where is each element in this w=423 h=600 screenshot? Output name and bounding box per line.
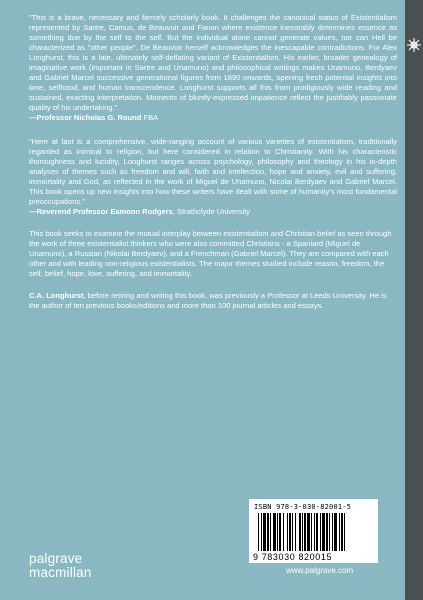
spine-strip <box>405 0 423 600</box>
book-description: This book seeks to examine the mutual interplay between existentialism and Christian belief as seen through the work of three existentialist thinkers who were also committed Christians - a Spaniard (Miguel de Unamuno), a Russian (Nikolai Berdyaev), and a Frenchman (Gabriel Marcel). They are compared with each other and with leading non-religious existentialists. The major themes studied include reason, freedom, the self, belief, hope, love, suffering, and immortality. <box>29 228 392 279</box>
barcode-bar <box>304 513 306 551</box>
barcode-bar <box>283 513 284 551</box>
barcode-bar <box>261 513 262 551</box>
palgrave-star-logo <box>406 37 422 53</box>
barcode-bar <box>316 513 318 551</box>
barcode-bar <box>295 513 296 551</box>
barcode-bar <box>307 513 310 551</box>
author-bio <box>29 291 397 311</box>
barcode-bar <box>334 513 337 551</box>
barcode-bar <box>279 513 281 551</box>
isbn-label: ISBN 978-3-030-82001-5 <box>254 503 352 511</box>
blurb-rodgers: "Here at last is a comprehensive, wide-ranging account of various varieties of existentialism, traditionally regarded as inimical to religion, but here considered in relation to Christianity. With his characteristic thoroughness and lucidity, Longhurst ranges across psychology, philosophy and theology in his in-depth analyses of themes such as freedom and will, faith and intellection, hope and anxiety, evil and suffering, immortality and God, as reflected in the work of Miguel de Unamuno, Nicolai Berdyaev and Gabriel Marcel. This book opens up new insights into how these writers have dealt with some of humanity's most fundamental preoccupations." <box>29 136 397 206</box>
barcode-bar <box>258 513 259 551</box>
publisher-name-line1: palgrave <box>29 551 83 566</box>
barcode-bar <box>332 513 333 551</box>
attribution-name: —Reverend Professor Eamonn Rodgers <box>29 206 173 216</box>
blurb-round: "This is a brave, necessary and fiercely scholarly book. It challenges the canonical status of Existentialism represented by Sartre, Camus, de Beauvoir and Fanon where existence inexorably determines essence as something due by the self to the self. But the individual alone cannot generate values, nor can Hell be characterized as "other people". De Beauvoir herself acknowledges the inescapable contradictions. For Alex Longhurst, this is a late, ultimately self-deflating variant of Existentialism. His earlier, broader genealogy of imaginative work (important in Sartre and Unamuno) and philosophical writings makes Unamuno, Berdyaev and Gabriel Marcel successive generational figures from 1890 onwards, opening fresh potential insights into time, selfhood, and human transcendence. Longhurst supports all this from prodigiously wide reading and sustained, exacting interpretation. Moments of bluntly-expressed impatience reflect the justifiably passionate quality of his undertaking." <box>29 13 397 113</box>
barcode-bar <box>292 513 293 551</box>
barcode-bar <box>273 513 276 551</box>
barcode-bar <box>299 513 301 551</box>
barcode-bar <box>277 513 278 551</box>
barcode-bars <box>258 513 374 551</box>
barcode-bar <box>267 513 269 551</box>
attribution-affiliation: FBA <box>141 113 159 123</box>
barcode-bar <box>341 513 343 551</box>
barcode-bar <box>289 513 291 551</box>
barcode-bar <box>270 513 271 551</box>
publisher-logo <box>29 552 92 580</box>
barcode-bar <box>329 513 330 551</box>
author-name: C.A. Longhurst <box>29 291 84 301</box>
barcode-bar <box>339 513 340 551</box>
attribution-rodgers <box>29 207 397 217</box>
barcode-bar <box>344 513 345 551</box>
barcode-bar <box>311 513 312 551</box>
barcode-bar <box>302 513 303 551</box>
barcode-bar <box>287 513 288 551</box>
author-bio-text: , before retiring and writing this book, was previously a Professor at Leeds University. He is the author of ten previous books/editions and more than 100 journal articles and essays. <box>29 291 387 311</box>
attribution-affiliation: , Strathclyde University <box>172 206 251 216</box>
back-cover-text <box>29 13 397 311</box>
attribution-name: —Professor Nicholas G. Round <box>29 113 142 123</box>
barcode-bar <box>326 513 328 551</box>
barcode-bar <box>322 513 325 551</box>
barcode-digits: 9 783030 820015 <box>253 552 333 562</box>
publisher-website: www.palgrave.com <box>286 566 354 575</box>
publisher-name-line2: macmillan <box>29 565 92 580</box>
barcode-bar <box>320 513 321 551</box>
attribution-round <box>29 113 397 123</box>
barcode-bar <box>314 513 315 551</box>
barcode-bar <box>263 513 266 551</box>
